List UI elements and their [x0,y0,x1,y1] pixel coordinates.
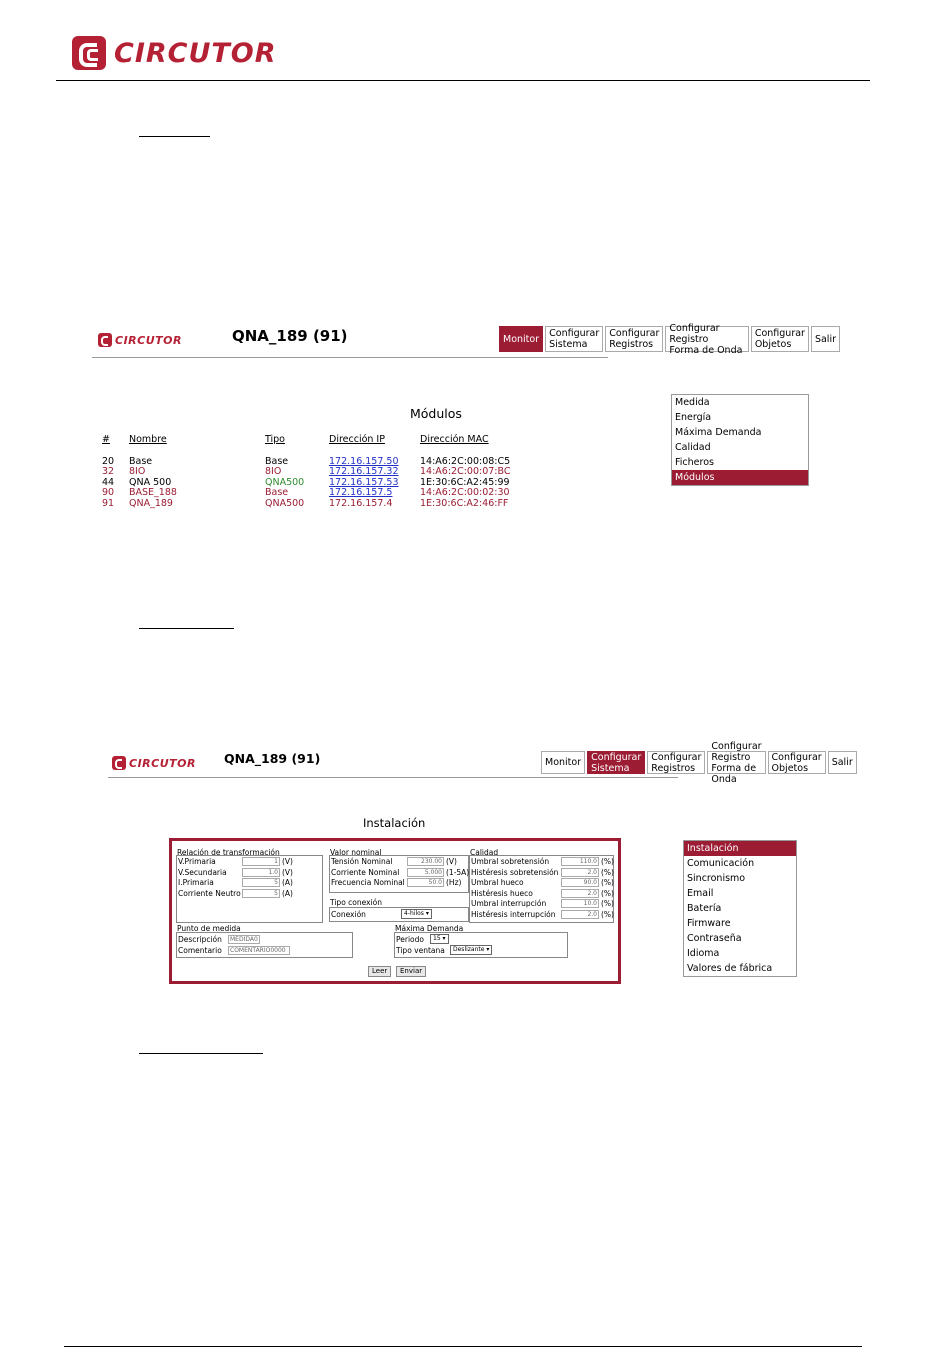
field-row-umbral-interrupcion [471,899,614,908]
field-label: I.Primaria [178,878,214,887]
column-header-direccion-ip: Dirección IP [329,434,385,445]
modules-table [102,435,530,509]
module-name: QNA_189 [129,497,173,509]
screenshot-modulos [92,322,840,522]
field-unit: (%) [601,857,614,866]
section-heading-underline-3 [139,1053,263,1054]
field-row-i-primaria [178,878,293,887]
ip-link[interactable]: 172.16.157.5 [329,487,393,498]
field-label: Umbral hueco [471,878,524,887]
umbral-interrupcion-input[interactable]: 10.0 [561,899,599,908]
table-cell [129,499,265,510]
field-label: Frecuencia Nominal [331,878,405,887]
table-cell [102,499,129,510]
column-header-number: # [102,434,110,445]
column-header-nombre: Nombre [129,434,167,445]
field-unit: (%) [601,899,614,908]
menu-item-ficheros[interactable]: Ficheros [675,457,714,468]
conexion-label: Conexión [331,909,366,919]
page-heading: Instalación [363,816,426,830]
module-name: QNA 500 [129,476,172,488]
field-label: V.Secundaria [178,867,227,877]
app-logo [98,333,182,347]
table-cell [129,457,265,468]
punto-medida-title: Punto de medida [177,924,241,933]
field-label: Corriente Neutro [178,888,241,898]
field-row-histeresis-sobretension [471,868,614,877]
device-title: QNA_189 (91) [232,327,348,345]
frecuencia-nominal-input[interactable]: 50.0 [407,878,444,887]
nav-tab-configurar-registros[interactable]: Configurar Registros [605,326,663,352]
menu-item-instalacion[interactable]: Instalación [684,841,796,856]
table-header-row [102,435,530,457]
tipo-conexion-title: Tipo conexión [330,898,382,907]
table-row [102,499,530,510]
descripcion-row [178,935,260,944]
periodo-value: 15 [433,935,441,942]
nav-tab-monitor[interactable]: Monitor [541,751,585,774]
v-primaria-input[interactable]: 1 [242,857,280,866]
field-label: Tensión Nominal [331,857,393,866]
corriente-nominal-input[interactable]: 5.000 [407,868,444,877]
ip-link[interactable]: 172.16.157.53 [329,476,399,488]
field-label: V.Primaria [178,857,216,866]
ip-link[interactable]: 172.16.157.32 [329,466,399,477]
title-divider [108,777,678,778]
module-name: BASE_188 [129,487,177,498]
app-logo-text: CIRCUTOR [115,333,182,347]
field-label: Histéresis interrupción [471,909,556,919]
conexion-select[interactable]: 4-hilos ▾ [401,909,432,919]
menu-item-firmware[interactable]: Firmware [687,918,731,929]
module-ip: 172.16.157.4 [329,497,393,509]
module-mac: 1E:30:6C:A2:45:99 [420,476,510,488]
nav-tab-salir[interactable]: Salir [811,326,840,352]
ip-link[interactable]: 172.16.157.50 [329,455,399,467]
module-type: QNA500 [265,497,305,509]
menu-item-bateria[interactable]: Batería [687,903,722,914]
calidad-title: Calidad [470,848,499,857]
title-divider [92,357,608,358]
page-heading: Módulos [410,406,462,421]
field-label: Histéresis sobretensión [471,867,559,877]
field-unit: (A) [282,888,293,898]
app-logo-text: CIRCUTOR [129,756,196,770]
top-nav [539,740,857,785]
umbral-hueco-input[interactable]: 90.0 [561,878,599,887]
valor-nominal-title: Valor nominal [330,848,382,857]
tipo-ventana-value: Deslizante [453,946,485,953]
module-type: QNA500 [265,476,305,488]
field-label: Corriente Nominal [331,867,400,877]
module-num: 44 [102,476,115,488]
menu-item-maxima-demanda[interactable]: Máxima Demanda [675,427,762,438]
v-secundaria-input[interactable]: 1.0 [242,868,280,877]
module-name: 8IO [129,466,146,477]
field-row-frecuencia-nominal [331,878,461,887]
histeresis-sobretension-input[interactable]: 2.0 [561,868,599,877]
field-unit: (%) [601,888,614,898]
field-unit: (%) [601,909,614,919]
table-cell [420,499,530,510]
field-unit: (1-5A) [446,867,470,877]
module-mac: 14:A6:2C:00:08:C5 [420,455,511,467]
i-primaria-input[interactable]: 5 [242,878,280,887]
tipo-ventana-label: Tipo ventana [396,945,445,955]
header-divider [56,80,870,81]
menu-item-comunicacion[interactable]: Comunicación [687,858,755,869]
periodo-row [396,934,449,944]
field-unit: (%) [601,867,614,877]
column-header-tipo: Tipo [265,434,285,445]
periodo-select[interactable]: 15 ▾ [430,934,449,944]
table-cell [329,499,420,510]
module-num: 20 [102,455,115,467]
nav-tab-configurar-sistema[interactable]: Configurar Sistema [587,751,645,774]
monitor-side-menu [671,394,809,486]
field-row-histeresis-interrupcion [471,910,614,919]
module-mac: 1E:30:6C:A2:46:FF [420,497,509,509]
module-type: Base [265,455,289,467]
field-label: Umbral sobretensión [471,857,550,866]
corriente-neutro-input[interactable]: 5 [242,889,280,898]
menu-item-sincronismo[interactable]: Sincronismo [687,873,746,884]
module-num: 32 [102,466,115,477]
menu-item-modulos[interactable]: Módulos [672,470,808,485]
module-type: Base [265,487,289,498]
descripcion-input[interactable]: MEDIDA0 [228,935,260,944]
field-unit: (V) [446,857,457,866]
nav-tab-configurar-objetos[interactable]: Configurar Objetos [751,326,809,352]
footer-divider [64,1346,862,1347]
enviar-button[interactable]: Enviar [396,966,426,977]
nav-tab-configurar-registros[interactable]: Configurar Registros [647,751,705,774]
module-name: Base [129,455,153,467]
maxima-demanda-title: Máxima Demanda [395,924,464,933]
table-cell [265,499,329,510]
leer-button[interactable]: Leer [368,966,391,977]
circutor-logo [72,34,277,72]
field-row-corriente-neutro [178,889,293,898]
field-label: Histéresis hueco [471,888,533,898]
field-row-umbral-hueco [471,878,614,887]
field-row-umbral-sobretension [471,857,614,866]
menu-item-contrasena[interactable]: Contraseña [687,933,742,944]
field-unit: (V) [282,857,293,866]
screenshot-instalacion [108,740,853,988]
field-row-corriente-nominal [331,868,469,877]
field-row-histeresis-hueco [471,889,614,898]
conexion-value: 4-hilos [404,910,424,917]
section-heading-underline-1 [139,136,210,137]
umbral-sobretension-input[interactable]: 110.0 [561,857,599,866]
menu-item-calidad[interactable]: Calidad [675,442,711,453]
menu-item-energia[interactable]: Energía [675,412,712,423]
module-mac: 14:A6:2C:00:02:30 [420,487,510,498]
nav-tab-configurar-registro-forma-de-onda[interactable]: Configurar Registro Forma de Onda [665,326,748,352]
comentario-input[interactable]: COMENTARIO0000 [228,946,290,955]
top-nav [497,322,840,356]
config-side-menu [683,840,797,977]
menu-item-valores-de-fabrica[interactable]: Valores de fábrica [687,963,773,974]
device-title: QNA_189 (91) [224,751,321,766]
module-type: 8IO [265,466,282,477]
column-header-direccion-mac: Dirección MAC [420,434,489,445]
app-logo [112,756,196,770]
tension-nominal-input[interactable]: 230.00 [407,857,444,866]
installation-form [169,838,621,984]
nav-tab-salir[interactable]: Salir [828,751,857,774]
field-unit: (%) [601,878,614,887]
menu-item-idioma[interactable]: Idioma [687,948,720,959]
menu-item-medida[interactable]: Medida [675,397,710,408]
nav-tab-configurar-registro-forma-de-onda[interactable]: Configurar Registro Forma de Onda [707,751,765,774]
module-num: 91 [102,497,115,509]
tipo-ventana-select[interactable]: Deslizante ▾ [450,945,492,955]
circutor-logo-icon [98,333,112,347]
field-unit: (A) [282,878,293,887]
relacion-title: Relación de transformación [177,848,280,857]
circutor-logo-icon [112,756,126,770]
module-num: 90 [102,487,115,498]
periodo-label: Periodo [396,934,424,944]
nav-tab-configurar-sistema[interactable]: Configurar Sistema [545,326,603,352]
field-unit: (V) [282,867,293,877]
histeresis-hueco-input[interactable]: 2.0 [561,889,599,898]
comentario-row [178,946,290,955]
nav-tab-monitor[interactable]: Monitor [499,326,543,352]
field-label: Umbral interrupción [471,899,547,908]
comentario-label: Comentario [178,946,222,955]
section-heading-underline-2 [139,628,234,629]
conexion-row [331,909,432,919]
logo-text: CIRCUTOR [114,37,277,69]
field-row-tension-nominal [331,857,457,866]
nav-tab-configurar-objetos[interactable]: Configurar Objetos [768,751,826,774]
circutor-logo-icon [72,36,106,70]
tipo-ventana-row [396,945,492,955]
histeresis-interrupcion-input[interactable]: 2.0 [561,910,599,919]
field-row-v-secundaria [178,868,293,877]
field-row-v-primaria [178,857,293,866]
field-unit: (Hz) [446,878,462,887]
menu-item-email[interactable]: Email [687,888,714,899]
descripcion-label: Descripción [178,935,222,944]
module-mac: 14:A6:2C:00:07:BC [420,466,511,477]
